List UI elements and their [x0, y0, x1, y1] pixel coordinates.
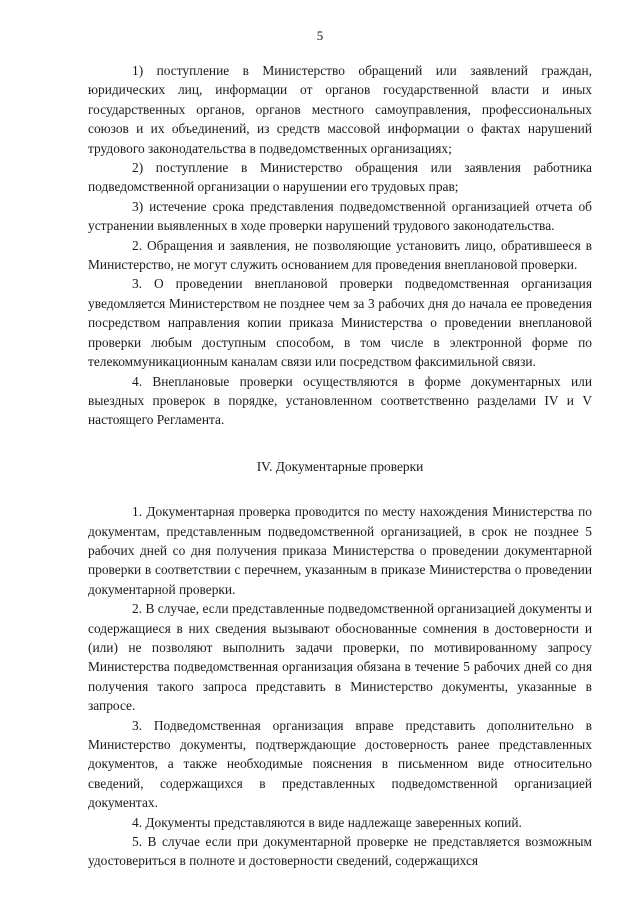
paragraph: 4. Внеплановые проверки осуществляются в форме документарных или выездных проверок в порядке, установленном соответственно разделами IV и V настоящего Регламента.: [88, 373, 592, 428]
paragraph: 5. В случае если при документарной проверке не представляется возможным удостовериться в полноте и достоверности сведений, содержащихся: [88, 834, 592, 869]
paragraph: 3) истечение срока представления подведомственной организацией отчета об устранении выявленных в ходе проверки нарушений трудового законодательства.: [88, 198, 592, 234]
paragraph: 1. Документарная проверка проводится по месту нахождения Министерства по документам, представленным подведомственной организацией, в срок не позднее 5 рабочих дней со дня получения приказа Министерства о проведении документарной проверки в соответствии с перечнем, указанным в приказе Министерства о проведении документарной проверки.: [88, 504, 592, 597]
page-number: 5: [316, 28, 324, 43]
paragraph: 1) поступление в Министерство обращений или заявлений граждан, юридических лиц, информации от органов государственной власти и иных государственных органов, органов местного самоуправления, профессиональных союзов и их объединений, из средств массовой информации о фактах нарушений трудового законодательства в подведомственных организациях;: [88, 63, 592, 156]
paragraph: 2) поступление в Министерство обращения или заявления работника подведомственной организации о нарушении его трудовых прав;: [88, 160, 592, 195]
paragraph: 3. Подведомственная организация вправе представить дополнительно в Министерство документы, подтверждающие достоверность ранее представленных документов, а также необходимые пояснения в письменном виде относительно сведений, содержащихся в представленных подведомственной организацией документах.: [88, 717, 592, 811]
paragraph: 2. В случае, если представленные подведомственной организацией документы и содержащиеся в них сведения вызывают обоснованные сомнения в достоверности и (или) не позволяют выполнить задачи проверки, по мотивированному запросу Министерства подведомственная организация обязана в течение 5 рабочих дней со дня получения такого запроса представить в Министерство документы, указанные в запросе.: [88, 601, 592, 714]
page-content: [88, 61, 592, 871]
paragraph: 3. О проведении внеплановой проверки подведомственная организация уведомляется Министерством не позднее чем за 3 рабочих дня до начала ее проведения посредством направления копии приказа Министерства о проведении внеплановой проверки любым доступным способом, в том числе в электронной форме по телекоммуникационным каналам связи или посредством факсимильной связи.: [88, 276, 592, 370]
paragraph: 2. Обращения и заявления, не позволяющие установить лицо, обратившееся в Министерство, не могут служить основанием для проведения внеплановой проверки.: [88, 237, 592, 273]
paragraph: 4. Документы представляются в виде надлежаще заверенных копий.: [132, 814, 522, 830]
section-heading: IV. Документарные проверки: [256, 458, 424, 474]
